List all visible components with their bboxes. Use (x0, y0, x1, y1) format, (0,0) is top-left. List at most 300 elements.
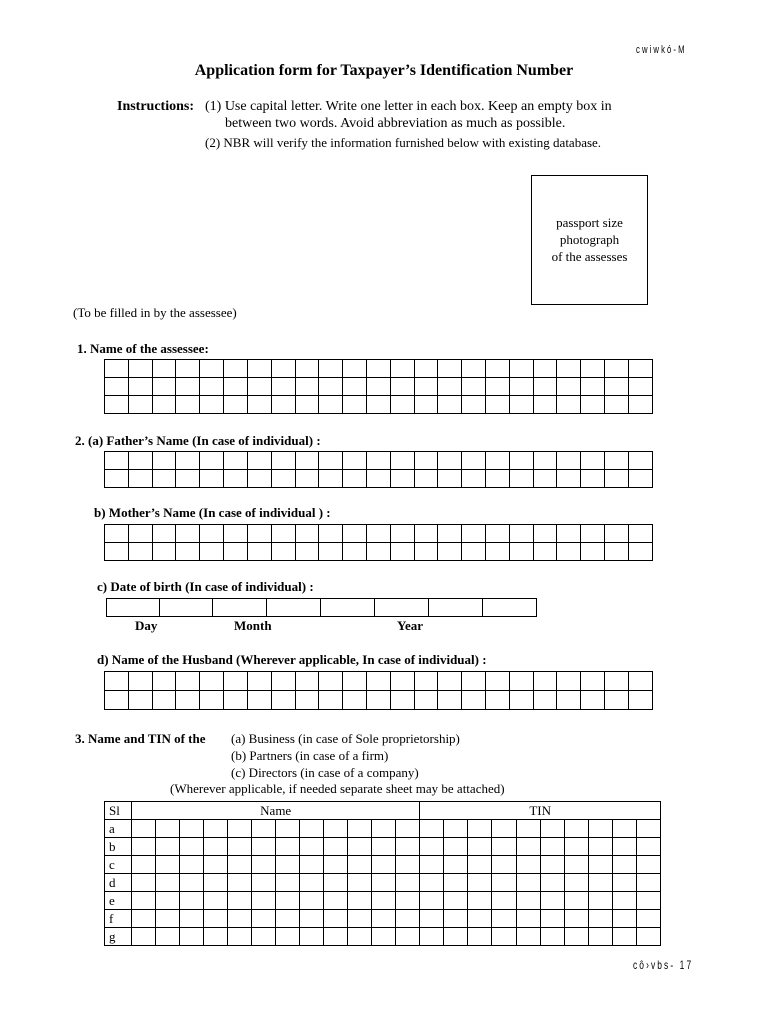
letter-box[interactable] (105, 672, 129, 691)
name-letter-box[interactable] (324, 910, 348, 928)
name-letter-box[interactable] (396, 910, 420, 928)
tin-digit-box[interactable] (516, 838, 540, 856)
tin-digit-box[interactable] (420, 820, 444, 838)
letter-box[interactable] (628, 525, 652, 543)
letter-box[interactable] (557, 672, 581, 691)
letter-box[interactable] (224, 396, 248, 414)
letter-box[interactable] (533, 360, 557, 378)
letter-box[interactable] (152, 525, 176, 543)
letter-box[interactable] (271, 452, 295, 470)
letter-box[interactable] (105, 525, 129, 543)
name-letter-box[interactable] (372, 910, 396, 928)
letter-box[interactable] (486, 543, 510, 561)
name-letter-box[interactable] (180, 820, 204, 838)
tin-digit-box[interactable] (420, 910, 444, 928)
letter-box[interactable] (295, 396, 319, 414)
letter-box[interactable] (247, 525, 271, 543)
letter-box[interactable] (509, 470, 533, 488)
letter-box[interactable] (295, 543, 319, 561)
letter-box[interactable] (319, 691, 343, 710)
letter-box[interactable] (533, 452, 557, 470)
tin-digit-box[interactable] (492, 874, 516, 892)
name-letter-box[interactable] (348, 928, 372, 946)
name-letter-box[interactable] (204, 838, 228, 856)
letter-box[interactable] (414, 396, 438, 414)
name-letter-box[interactable] (348, 892, 372, 910)
letter-box[interactable] (438, 543, 462, 561)
tin-digit-box[interactable] (564, 928, 588, 946)
name-letter-box[interactable] (204, 892, 228, 910)
letter-box[interactable] (462, 525, 486, 543)
name-letter-box[interactable] (348, 856, 372, 874)
letter-box[interactable] (509, 396, 533, 414)
letter-box[interactable] (533, 378, 557, 396)
letter-box[interactable] (176, 525, 200, 543)
letter-box[interactable] (176, 360, 200, 378)
letter-box[interactable] (128, 691, 152, 710)
name-letter-box[interactable] (252, 874, 276, 892)
tin-digit-box[interactable] (564, 856, 588, 874)
letter-box[interactable] (366, 543, 390, 561)
letter-box[interactable] (462, 543, 486, 561)
tin-digit-box[interactable] (540, 856, 564, 874)
name-letter-box[interactable] (396, 820, 420, 838)
letter-box[interactable] (152, 452, 176, 470)
name-letter-box[interactable] (156, 892, 180, 910)
letter-box[interactable] (176, 452, 200, 470)
name-letter-box[interactable] (156, 838, 180, 856)
name-letter-box[interactable] (132, 928, 156, 946)
tin-digit-box[interactable] (588, 910, 612, 928)
tin-digit-box[interactable] (444, 910, 468, 928)
tin-digit-box[interactable] (468, 856, 492, 874)
letter-box[interactable] (128, 452, 152, 470)
name-letter-box[interactable] (132, 838, 156, 856)
letter-box[interactable] (366, 525, 390, 543)
letter-box[interactable] (128, 396, 152, 414)
letter-box[interactable] (557, 360, 581, 378)
name-letter-box[interactable] (348, 874, 372, 892)
letter-box[interactable] (247, 452, 271, 470)
letter-box[interactable] (390, 470, 414, 488)
letter-box[interactable] (200, 691, 224, 710)
letter-box[interactable] (509, 691, 533, 710)
letter-box[interactable] (152, 360, 176, 378)
name-letter-box[interactable] (228, 874, 252, 892)
letter-box[interactable] (390, 672, 414, 691)
tin-digit-box[interactable] (612, 892, 636, 910)
name-letter-box[interactable] (372, 838, 396, 856)
letter-box[interactable] (271, 525, 295, 543)
letter-box[interactable] (438, 452, 462, 470)
name-letter-box[interactable] (300, 910, 324, 928)
name-letter-box[interactable] (396, 838, 420, 856)
name-letter-box[interactable] (132, 910, 156, 928)
tin-digit-box[interactable] (588, 892, 612, 910)
tin-digit-box[interactable] (420, 928, 444, 946)
letter-box[interactable] (152, 396, 176, 414)
letter-box[interactable] (438, 378, 462, 396)
letter-box[interactable] (152, 470, 176, 488)
name-letter-box[interactable] (228, 892, 252, 910)
name-letter-box[interactable] (276, 910, 300, 928)
tin-digit-box[interactable] (516, 928, 540, 946)
letter-box[interactable] (343, 691, 367, 710)
tin-digit-box[interactable] (564, 892, 588, 910)
name-letter-box[interactable] (348, 910, 372, 928)
letter-box[interactable] (176, 378, 200, 396)
tin-digit-box[interactable] (612, 820, 636, 838)
name-letter-box[interactable] (180, 838, 204, 856)
letter-box[interactable] (486, 525, 510, 543)
name-letter-box[interactable] (276, 856, 300, 874)
letter-box[interactable] (509, 378, 533, 396)
letter-box[interactable] (128, 525, 152, 543)
letter-box[interactable] (295, 360, 319, 378)
name-letter-box[interactable] (132, 856, 156, 874)
letter-box[interactable] (581, 360, 605, 378)
tin-digit-box[interactable] (588, 838, 612, 856)
name-letter-box[interactable] (372, 892, 396, 910)
name-letter-box[interactable] (324, 856, 348, 874)
tin-digit-box[interactable] (516, 910, 540, 928)
letter-box[interactable] (605, 396, 629, 414)
letter-box[interactable] (414, 672, 438, 691)
letter-box[interactable] (366, 672, 390, 691)
tin-digit-box[interactable] (492, 928, 516, 946)
letter-box[interactable] (176, 543, 200, 561)
name-letter-box[interactable] (300, 820, 324, 838)
tin-digit-box[interactable] (588, 820, 612, 838)
letter-box[interactable] (462, 452, 486, 470)
letter-box[interactable] (319, 470, 343, 488)
name-letter-box[interactable] (204, 820, 228, 838)
tin-digit-box[interactable] (444, 820, 468, 838)
tin-digit-box[interactable] (540, 928, 564, 946)
name-letter-box[interactable] (132, 820, 156, 838)
name-letter-box[interactable] (156, 928, 180, 946)
name-letter-box[interactable] (204, 910, 228, 928)
letter-box[interactable] (462, 360, 486, 378)
letter-box[interactable] (271, 543, 295, 561)
letter-box[interactable] (247, 396, 271, 414)
name-letter-box[interactable] (348, 838, 372, 856)
letter-box[interactable] (414, 525, 438, 543)
letter-box[interactable] (533, 543, 557, 561)
letter-box[interactable] (390, 396, 414, 414)
letter-box[interactable] (319, 452, 343, 470)
name-letter-box[interactable] (396, 892, 420, 910)
name-letter-box[interactable] (228, 910, 252, 928)
letter-box[interactable] (343, 360, 367, 378)
letter-box[interactable] (295, 378, 319, 396)
name-letter-box[interactable] (156, 820, 180, 838)
dob-month-1[interactable] (213, 599, 267, 617)
letter-box[interactable] (557, 525, 581, 543)
name-letter-box[interactable] (252, 856, 276, 874)
tin-digit-box[interactable] (468, 874, 492, 892)
letter-box[interactable] (295, 470, 319, 488)
letter-box[interactable] (462, 470, 486, 488)
letter-box[interactable] (557, 378, 581, 396)
tin-digit-box[interactable] (516, 856, 540, 874)
name-letter-box[interactable] (372, 820, 396, 838)
tin-digit-box[interactable] (468, 838, 492, 856)
letter-box[interactable] (319, 378, 343, 396)
tin-digit-box[interactable] (612, 856, 636, 874)
name-letter-box[interactable] (204, 928, 228, 946)
letter-box[interactable] (176, 470, 200, 488)
letter-box[interactable] (509, 543, 533, 561)
letter-box[interactable] (462, 378, 486, 396)
tin-digit-box[interactable] (492, 892, 516, 910)
letter-box[interactable] (105, 470, 129, 488)
letter-box[interactable] (247, 378, 271, 396)
tin-digit-box[interactable] (420, 892, 444, 910)
name-letter-box[interactable] (300, 892, 324, 910)
letter-box[interactable] (486, 691, 510, 710)
letter-box[interactable] (628, 672, 652, 691)
letter-box[interactable] (247, 470, 271, 488)
letter-box[interactable] (533, 396, 557, 414)
tin-digit-box[interactable] (444, 892, 468, 910)
tin-digit-box[interactable] (516, 892, 540, 910)
letter-box[interactable] (581, 672, 605, 691)
letter-box[interactable] (605, 360, 629, 378)
name-letter-box[interactable] (276, 838, 300, 856)
letter-box[interactable] (105, 396, 129, 414)
letter-box[interactable] (343, 672, 367, 691)
letter-box[interactable] (628, 396, 652, 414)
tin-digit-box[interactable] (564, 820, 588, 838)
tin-digit-box[interactable] (468, 820, 492, 838)
dob-year-1[interactable] (321, 599, 375, 617)
letter-box[interactable] (486, 378, 510, 396)
letter-box[interactable] (366, 470, 390, 488)
name-letter-box[interactable] (228, 856, 252, 874)
letter-box[interactable] (581, 470, 605, 488)
name-letter-box[interactable] (324, 820, 348, 838)
letter-box[interactable] (247, 360, 271, 378)
name-letter-box[interactable] (372, 928, 396, 946)
tin-digit-box[interactable] (636, 856, 660, 874)
name-letter-box[interactable] (300, 928, 324, 946)
letter-box[interactable] (533, 470, 557, 488)
name-letter-box[interactable] (180, 892, 204, 910)
letter-box[interactable] (390, 452, 414, 470)
letter-box[interactable] (390, 691, 414, 710)
tin-digit-box[interactable] (540, 838, 564, 856)
tin-digit-box[interactable] (468, 928, 492, 946)
letter-box[interactable] (486, 396, 510, 414)
letter-box[interactable] (438, 525, 462, 543)
letter-box[interactable] (105, 543, 129, 561)
letter-box[interactable] (390, 543, 414, 561)
letter-box[interactable] (200, 525, 224, 543)
letter-box[interactable] (414, 691, 438, 710)
name-letter-box[interactable] (300, 856, 324, 874)
letter-box[interactable] (224, 691, 248, 710)
letter-box[interactable] (438, 691, 462, 710)
letter-box[interactable] (271, 672, 295, 691)
letter-box[interactable] (414, 378, 438, 396)
tin-digit-box[interactable] (516, 820, 540, 838)
letter-box[interactable] (295, 691, 319, 710)
tin-digit-box[interactable] (420, 874, 444, 892)
letter-box[interactable] (628, 543, 652, 561)
letter-box[interactable] (366, 452, 390, 470)
tin-digit-box[interactable] (492, 910, 516, 928)
letter-box[interactable] (319, 360, 343, 378)
letter-box[interactable] (343, 525, 367, 543)
letter-box[interactable] (105, 360, 129, 378)
dob-day-1[interactable] (107, 599, 160, 617)
tin-digit-box[interactable] (588, 856, 612, 874)
tin-digit-box[interactable] (444, 874, 468, 892)
letter-box[interactable] (438, 672, 462, 691)
tin-digit-box[interactable] (636, 910, 660, 928)
tin-digit-box[interactable] (516, 874, 540, 892)
name-letter-box[interactable] (252, 892, 276, 910)
letter-box[interactable] (247, 691, 271, 710)
letter-box[interactable] (462, 396, 486, 414)
letter-box[interactable] (605, 452, 629, 470)
letter-box[interactable] (366, 691, 390, 710)
letter-box[interactable] (581, 543, 605, 561)
name-letter-box[interactable] (228, 838, 252, 856)
letter-box[interactable] (557, 452, 581, 470)
tin-digit-box[interactable] (636, 838, 660, 856)
tin-digit-box[interactable] (540, 820, 564, 838)
name-letter-box[interactable] (396, 856, 420, 874)
dob-month-2[interactable] (267, 599, 321, 617)
letter-box[interactable] (176, 672, 200, 691)
letter-box[interactable] (509, 452, 533, 470)
letter-box[interactable] (319, 396, 343, 414)
tin-digit-box[interactable] (420, 856, 444, 874)
letter-box[interactable] (319, 672, 343, 691)
letter-box[interactable] (128, 543, 152, 561)
letter-box[interactable] (628, 470, 652, 488)
name-letter-box[interactable] (300, 874, 324, 892)
letter-box[interactable] (486, 672, 510, 691)
tin-digit-box[interactable] (564, 874, 588, 892)
name-letter-box[interactable] (252, 838, 276, 856)
name-letter-box[interactable] (324, 838, 348, 856)
letter-box[interactable] (390, 378, 414, 396)
letter-box[interactable] (486, 470, 510, 488)
letter-box[interactable] (152, 543, 176, 561)
tin-digit-box[interactable] (492, 820, 516, 838)
letter-box[interactable] (271, 470, 295, 488)
letter-box[interactable] (200, 360, 224, 378)
letter-box[interactable] (200, 452, 224, 470)
name-letter-box[interactable] (276, 874, 300, 892)
tin-digit-box[interactable] (612, 874, 636, 892)
name-letter-box[interactable] (324, 928, 348, 946)
letter-box[interactable] (319, 543, 343, 561)
tin-digit-box[interactable] (540, 910, 564, 928)
letter-box[interactable] (581, 525, 605, 543)
letter-box[interactable] (105, 452, 129, 470)
letter-box[interactable] (533, 691, 557, 710)
tin-digit-box[interactable] (420, 838, 444, 856)
letter-box[interactable] (414, 360, 438, 378)
letter-box[interactable] (105, 378, 129, 396)
name-letter-box[interactable] (252, 910, 276, 928)
letter-box[interactable] (414, 470, 438, 488)
name-letter-box[interactable] (396, 874, 420, 892)
letter-box[interactable] (224, 360, 248, 378)
name-letter-box[interactable] (276, 928, 300, 946)
letter-box[interactable] (533, 525, 557, 543)
letter-box[interactable] (628, 452, 652, 470)
name-letter-box[interactable] (156, 910, 180, 928)
name-letter-box[interactable] (180, 856, 204, 874)
letter-box[interactable] (176, 691, 200, 710)
letter-box[interactable] (343, 378, 367, 396)
letter-box[interactable] (486, 452, 510, 470)
letter-box[interactable] (128, 470, 152, 488)
letter-box[interactable] (295, 452, 319, 470)
letter-box[interactable] (486, 360, 510, 378)
letter-box[interactable] (581, 378, 605, 396)
letter-box[interactable] (366, 396, 390, 414)
letter-box[interactable] (557, 691, 581, 710)
letter-box[interactable] (438, 470, 462, 488)
tin-digit-box[interactable] (444, 856, 468, 874)
letter-box[interactable] (605, 470, 629, 488)
letter-box[interactable] (557, 396, 581, 414)
dob-year-4[interactable] (483, 599, 537, 617)
letter-box[interactable] (200, 378, 224, 396)
letter-box[interactable] (605, 525, 629, 543)
tin-digit-box[interactable] (612, 928, 636, 946)
name-letter-box[interactable] (276, 892, 300, 910)
letter-box[interactable] (581, 691, 605, 710)
letter-box[interactable] (224, 525, 248, 543)
tin-digit-box[interactable] (636, 874, 660, 892)
letter-box[interactable] (414, 543, 438, 561)
name-letter-box[interactable] (324, 874, 348, 892)
name-letter-box[interactable] (156, 874, 180, 892)
name-letter-box[interactable] (228, 820, 252, 838)
letter-box[interactable] (224, 470, 248, 488)
letter-box[interactable] (605, 378, 629, 396)
letter-box[interactable] (462, 691, 486, 710)
letter-box[interactable] (271, 691, 295, 710)
letter-box[interactable] (152, 691, 176, 710)
letter-box[interactable] (247, 543, 271, 561)
letter-box[interactable] (319, 525, 343, 543)
name-letter-box[interactable] (252, 820, 276, 838)
letter-box[interactable] (224, 672, 248, 691)
tin-digit-box[interactable] (468, 910, 492, 928)
letter-box[interactable] (224, 543, 248, 561)
dob-year-3[interactable] (429, 599, 483, 617)
tin-digit-box[interactable] (492, 856, 516, 874)
letter-box[interactable] (414, 452, 438, 470)
letter-box[interactable] (343, 396, 367, 414)
letter-box[interactable] (557, 543, 581, 561)
tin-digit-box[interactable] (588, 928, 612, 946)
letter-box[interactable] (200, 396, 224, 414)
letter-box[interactable] (295, 672, 319, 691)
letter-box[interactable] (271, 378, 295, 396)
name-letter-box[interactable] (252, 928, 276, 946)
letter-box[interactable] (295, 525, 319, 543)
letter-box[interactable] (200, 672, 224, 691)
